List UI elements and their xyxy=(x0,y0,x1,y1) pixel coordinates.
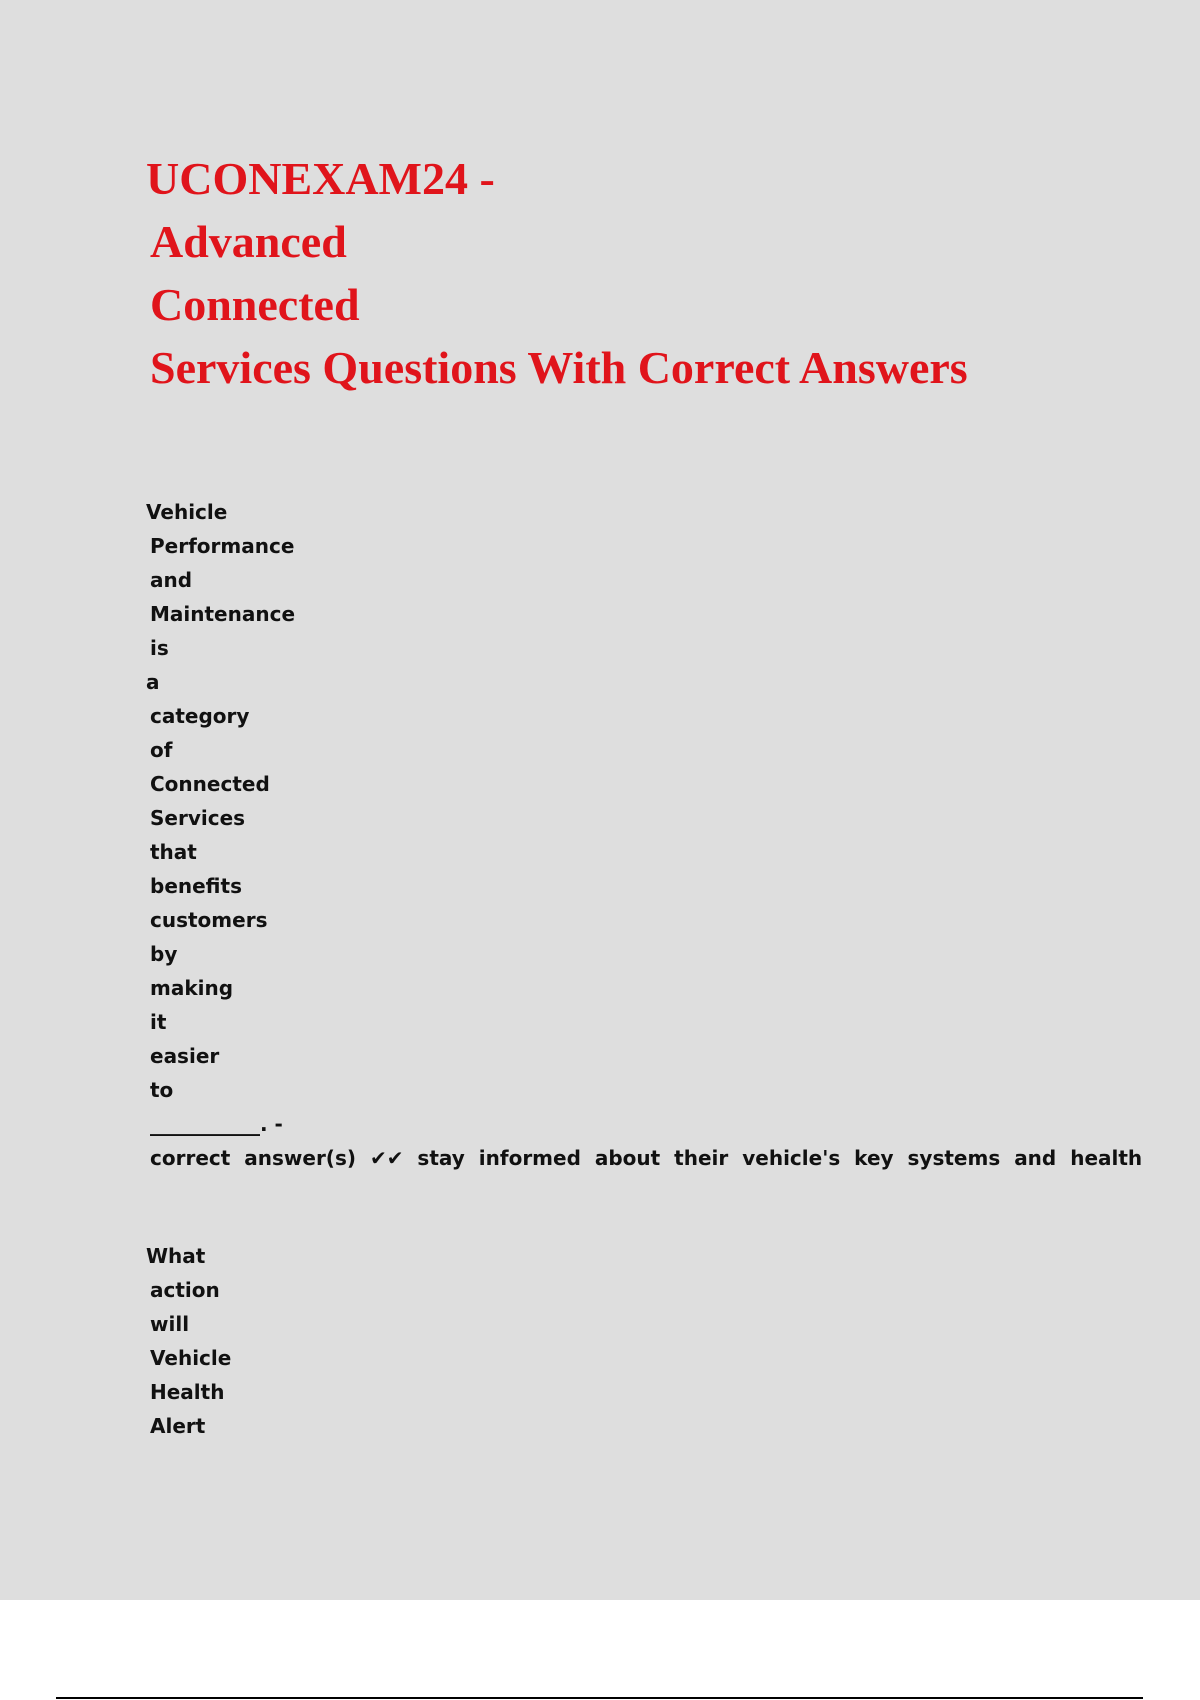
question-2-text xyxy=(146,1239,231,1443)
question-word: Health xyxy=(150,1380,225,1404)
page-divider-rule xyxy=(56,1697,1143,1699)
question-1 xyxy=(146,495,1142,1175)
answer-blank: ___________. - xyxy=(150,1112,283,1136)
title-line-3: Connected xyxy=(150,279,360,330)
question-1-text xyxy=(146,495,1142,1141)
correct-answer: correct answer(s) ✔✔ stay informed about their vehicle's key systems and health xyxy=(150,1146,1143,1170)
question-word: will xyxy=(150,1312,190,1336)
question-word: of xyxy=(150,738,173,762)
question-word: benefits xyxy=(150,874,242,898)
document-title xyxy=(146,147,968,399)
question-word: is xyxy=(150,636,169,660)
question-word: Vehicle xyxy=(150,1346,232,1370)
question-word: Connected xyxy=(150,772,270,796)
question-word: by xyxy=(150,942,178,966)
question-word: Maintenance xyxy=(150,602,296,626)
question-word: to xyxy=(150,1078,174,1102)
question-word: category xyxy=(150,704,250,728)
question-word: Performance xyxy=(150,534,295,558)
question-word: What xyxy=(146,1244,206,1268)
question-word: a xyxy=(146,670,160,694)
question-word: it xyxy=(150,1010,167,1034)
question-word: making xyxy=(150,976,234,1000)
question-word: action xyxy=(150,1278,220,1302)
question-word: Alert xyxy=(150,1414,206,1438)
title-line-2: Advanced xyxy=(150,216,347,267)
question-word: easier xyxy=(150,1044,220,1068)
question-word: that xyxy=(150,840,197,864)
title-line-4: Services Questions With Correct Answers xyxy=(150,342,968,393)
question-2 xyxy=(146,1239,231,1443)
question-word: Services xyxy=(150,806,246,830)
question-word: Vehicle xyxy=(146,500,228,524)
question-word: and xyxy=(150,568,193,592)
title-line-1: UCONEXAM24 - xyxy=(146,153,495,204)
question-word: customers xyxy=(150,908,268,932)
